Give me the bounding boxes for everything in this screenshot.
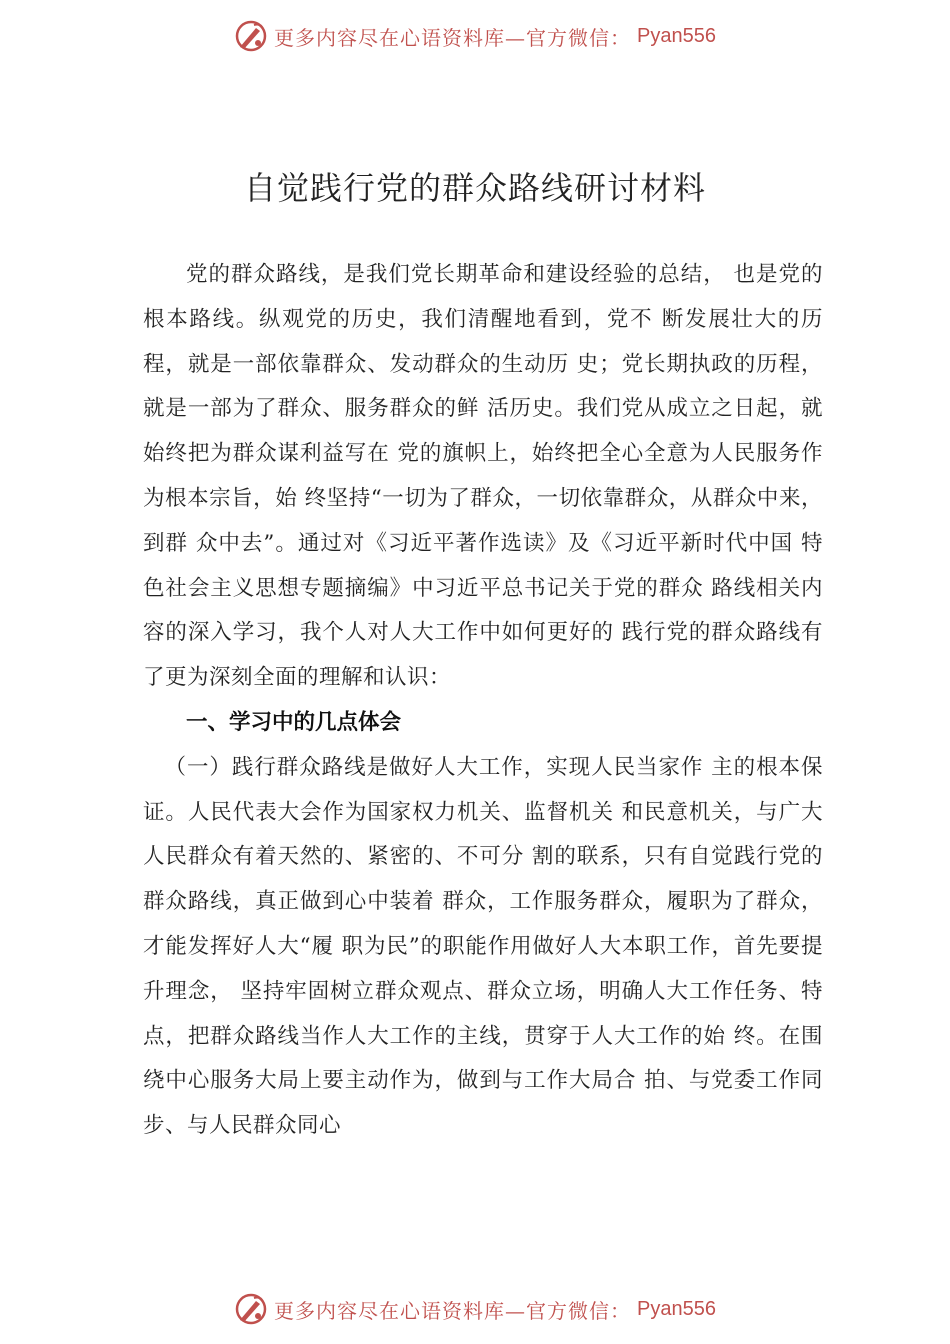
watermark-handle: Pyan556 [637,24,716,47]
sub-paragraph: （一）践行群众路线是做好人大工作，实现人民当家作 主的根本保证。人民代表大会作为国家权力机关、监督机关 和民意机关，与广大人民群众有着天然的、紧密的、不可分 割的联系，只有自觉践行党的群众路线，真正做到心中装着 群众，工作服务群众，履职为了群众，才能发挥好人大“履 职为民”的职能作用做好人大本职工作，首先要提升理念， 坚持牢固树立群众观点、群众立场，明确人大工作任务、特 点，把群众路线当作人大工作的主线，贯穿于人大工作的始 终。在围绕中心服务大局上要主动作为，做到与工作大局合 拍、与党委工作同步、与人民群众同心 [143,754,823,1139]
watermark-handle: Pyan556 [637,1297,716,1320]
watermark-text: 更多内容尽在心语资料库—官方微信： [274,25,632,50]
watermark-text: 更多内容尽在心语资料库—官方微信： [274,1298,632,1323]
footer-watermark [0,1287,950,1331]
section-heading: 一、学习中的几点体会 [186,709,402,735]
red-pen-circle-logo-icon [234,19,268,53]
document-title: 自觉践行党的群众路线研讨材料 [243,169,706,207]
red-pen-circle-logo-icon [234,1292,268,1326]
intro-paragraph: 党的群众路线，是我们党长期革命和建设经验的总结， 也是党的根本路线。纵观党的历史，我们清醒地看到，党不 断发展壮大的历程，就是一部依靠群众、发动群众的生动历 史；党长期执政的历程，就是一部为了群众、服务群众的鲜 活历史。我们党从成立之日起，就始终把为群众谋利益写在 党的旗帜上，始终把全心全意为人民服务作为根本宗旨，始 终坚持“一切为了群众，一切依靠群众，从群众中来，到群 众中去”。通过对《习近平著作选读》及《习近平新时代中国 特色社会主义思想专题摘编》中习近平总书记关于党的群众 路线相关内容的深入学习，我个人对人大工作中如何更好的 践行党的群众路线有了更为深刻全面的理解和认识： [143,262,823,691]
document-body [143,253,823,1149]
header-watermark [0,14,950,58]
